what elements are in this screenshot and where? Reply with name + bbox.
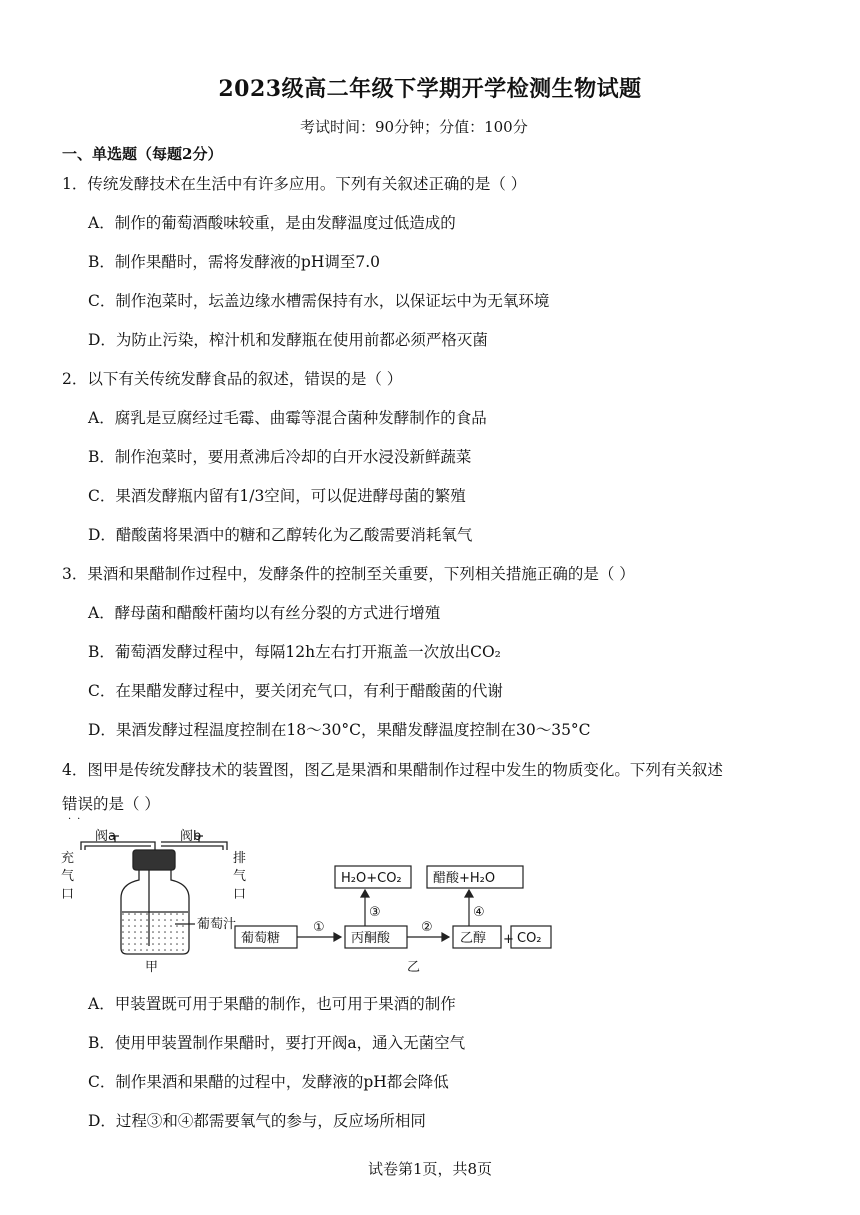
inlet-label-2: 气 bbox=[61, 869, 75, 884]
figure-jia-caption: 甲 bbox=[145, 960, 159, 975]
outlet-label-1: 排 bbox=[233, 851, 247, 866]
valve-a-label: 阀a bbox=[95, 829, 116, 844]
glucose-label: 葡萄糖 bbox=[241, 931, 281, 946]
question-3-stem: 3．果酒和果醋制作过程中，发酵条件的控制至关重要，下列相关措施正确的是（ ） bbox=[62, 565, 635, 583]
question-2-option-a: A．腐乳是豆腐经过毛霉、曲霉等混合菌种发酵制作的食品 bbox=[88, 409, 487, 427]
question-1-option-a: A．制作的葡萄酒酸味较重，是由发酵温度过低造成的 bbox=[88, 214, 456, 232]
co2-label: CO₂ bbox=[517, 931, 542, 946]
question-2-option-b: B．制作泡菜时，要用煮沸后冷却的白开水浸没新鲜蔬菜 bbox=[88, 448, 472, 466]
page-title: 2023级高二年级下学期开学检测生物试题 bbox=[218, 76, 642, 102]
question-4-option-d: D．过程③和④都需要氧气的参与，反应场所相同 bbox=[88, 1112, 426, 1130]
inlet-label-1: 充 bbox=[61, 851, 75, 866]
question-2-option-c: C．果酒发酵瓶内留有1/3空间，可以促进酵母菌的繁殖 bbox=[88, 487, 466, 505]
ethanol-label: 乙醇 bbox=[460, 931, 487, 946]
question-1-option-d: D．为防止污染，榨汁机和发酵瓶在使用前都必须严格灭菌 bbox=[88, 331, 488, 349]
inlet-label-3: 口 bbox=[61, 887, 75, 902]
question-4-figure bbox=[55, 828, 575, 978]
page-footer: 试卷第1页，共8页 bbox=[367, 1160, 493, 1178]
step-4-label: ④ bbox=[473, 905, 485, 920]
question-4-option-b: B．使用甲装置制作果醋时，要打开阀a，通入无菌空气 bbox=[88, 1034, 466, 1052]
h2o-co2-label: H₂O+CO₂ bbox=[341, 871, 402, 886]
question-3-option-a: A．酵母菌和醋酸杆菌均以有丝分裂的方式进行增殖 bbox=[88, 604, 441, 622]
question-4-stem-line1: 4．图甲是传统发酵技术的装置图，图乙是果酒和果醋制作过程中发生的物质变化。下列有关叙述 bbox=[62, 761, 723, 779]
emphasis-dots: ·· bbox=[68, 814, 87, 825]
step-3-label: ③ bbox=[369, 905, 381, 920]
plus-sign: + bbox=[503, 932, 514, 947]
exam-info: 考试时间：90分钟；分值：100分 bbox=[300, 118, 528, 136]
question-3-option-c: C．在果醋发酵过程中，要关闭充气口，有利于醋酸菌的代谢 bbox=[88, 682, 503, 700]
question-4-option-c: C．制作果酒和果醋的过程中，发酵液的pH都会降低 bbox=[88, 1073, 449, 1091]
pyruvate-label: 丙酮酸 bbox=[351, 931, 391, 946]
question-4-option-a: A．甲装置既可用于果醋的制作，也可用于果酒的制作 bbox=[88, 995, 456, 1013]
fermentation-apparatus bbox=[81, 836, 227, 954]
question-2-stem: 2．以下有关传统发酵食品的叙述，错误的是（ ） bbox=[62, 370, 403, 388]
question-1-option-b: B．制作果醋时，需将发酵液的pH调至7.0 bbox=[88, 253, 380, 271]
juice-label: 葡萄汁 bbox=[197, 917, 237, 932]
question-1-stem: 1．传统发酵技术在生活中有许多应用。下列有关叙述正确的是（ ） bbox=[62, 175, 527, 193]
outlet-label-3: 口 bbox=[233, 887, 247, 902]
outlet-label-2: 气 bbox=[233, 869, 247, 884]
question-4-stem-line2: 错误的是（ ） bbox=[62, 795, 160, 813]
step-1-label: ① bbox=[313, 920, 325, 935]
question-3-option-b: B．葡萄酒发酵过程中，每隔12h左右打开瓶盖一次放出CO₂ bbox=[88, 643, 501, 661]
question-3-option-d: D．果酒发酵过程温度控制在18～30°C，果醋发酵温度控制在30～35°C bbox=[88, 721, 591, 739]
step-2-label: ② bbox=[421, 920, 433, 935]
question-1-option-c: C．制作泡菜时，坛盖边缘水槽需保持有水，以保证坛中为无氧环境 bbox=[88, 292, 550, 310]
valve-b-label: 阀b bbox=[180, 829, 202, 844]
question-2-option-d: D．醋酸菌将果酒中的糖和乙醇转化为乙酸需要消耗氧气 bbox=[88, 526, 473, 544]
figure-yi-caption: 乙 bbox=[407, 960, 421, 975]
section-heading: 一、单选题（每题2分） bbox=[62, 145, 223, 163]
acetic-acid-label: 醋酸+H₂O bbox=[433, 871, 496, 886]
